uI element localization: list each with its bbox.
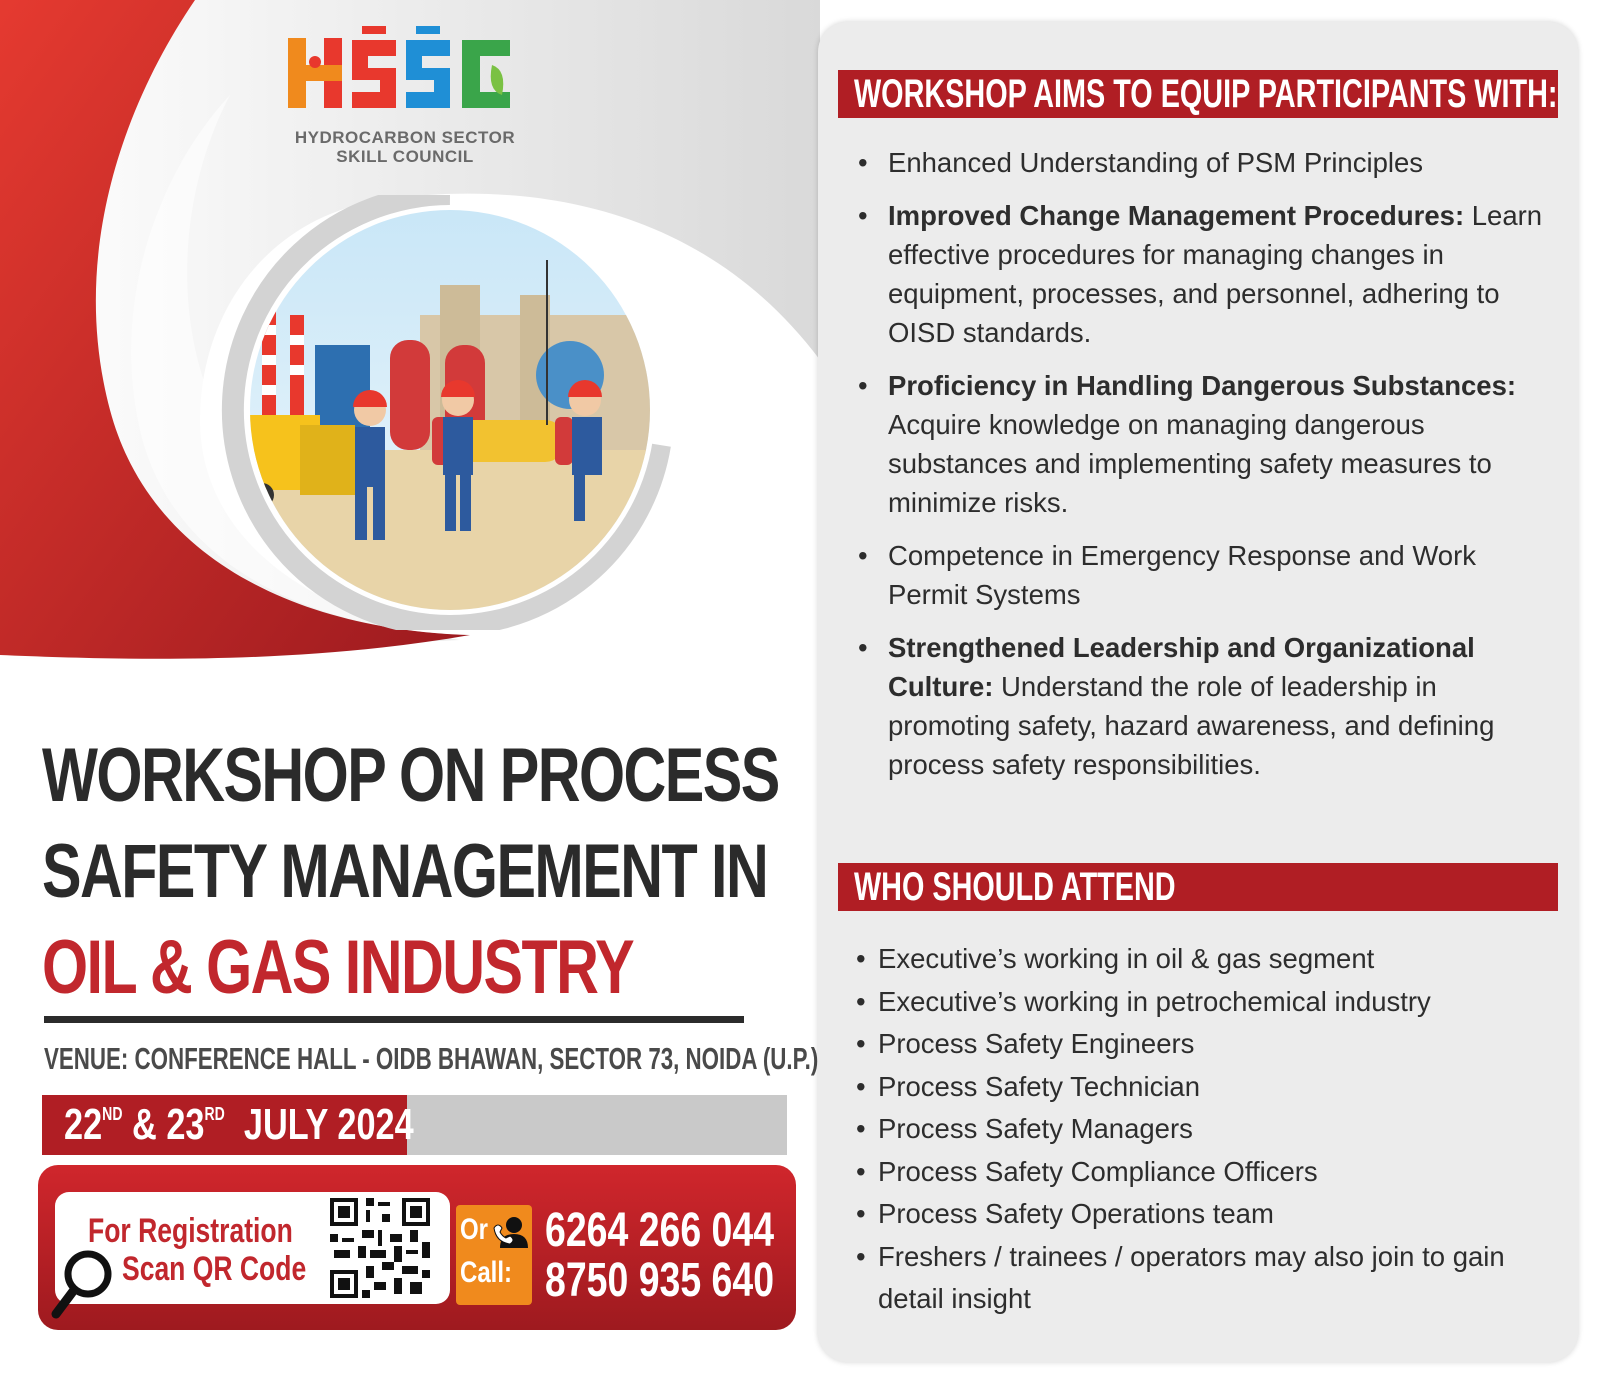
date-month-year: JULY 2024 [224,1100,414,1149]
aims-item-bold: Strengthened Leadership and Organizational Culture: [888,632,1475,702]
registration-label: For Registration [88,1212,293,1250]
aims-item [858,143,1558,182]
headline-line-3: OIL & GAS INDUSTRY [42,925,634,1010]
aims-item-text: Enhanced Understanding of PSM Principles [888,147,1424,178]
aims-item-text: Understand the role of leadership in promoting safety, hazard awareness, and defining process safety responsibilities. [888,671,1495,780]
event-date [64,1100,414,1150]
headline-line-2: SAFETY MANAGEMENT IN [42,829,768,914]
workshop-headline [42,728,802,1016]
attend-item: • Freshers / trainees / operators may also join to gain detail insight [856,1236,1556,1321]
date-day-2: 23 [166,1100,205,1149]
headline-divider [44,1016,744,1023]
date-day-1: 22 [64,1100,103,1149]
or-label: Or [460,1213,489,1246]
magnifier-icon [48,1244,120,1322]
attend-item: • Executive’s working in oil & gas segment [856,938,1556,981]
date-suffix-2: RD [204,1104,225,1124]
scan-qr-label: Scan QR Code [122,1250,307,1288]
attend-list [856,938,1556,1321]
aims-item-text: Acquire knowledge on managing dangerous substances and implementing safety measures to minimize risks. [888,409,1492,518]
date-suffix-1: ND [102,1104,123,1124]
aims-title: WORKSHOP AIMS TO EQUIP PARTICIPANTS WITH: [854,72,1558,116]
oil-refinery-workers-illustration [190,195,690,630]
aims-item [858,628,1558,784]
call-label: Call: [460,1256,513,1289]
date-ampersand: & [122,1100,167,1149]
caller-icon [492,1214,528,1248]
aims-item [858,536,1558,614]
attend-item: • Process Safety Compliance Officers [856,1151,1556,1194]
attend-item: • Process Safety Managers [856,1108,1556,1151]
aims-item [858,366,1558,522]
phone-number-2[interactable]: 8750 935 640 [545,1254,775,1307]
attend-item: • Executive’s working in petrochemical industry [856,981,1556,1024]
aims-item-bold: Improved Change Management Procedures: [888,200,1465,231]
logo-wordmark [270,128,540,166]
registration-qr-code[interactable] [330,1198,430,1298]
aims-list [858,143,1558,798]
logo-line-1: HYDROCARBON SECTOR [294,128,516,147]
logo-line-2: SKILL COUNCIL [336,147,474,166]
attend-item: • Process Safety Operations team [856,1193,1556,1236]
aims-item-text: Competence in Emergency Response and Work Permit Systems [888,540,1476,610]
attend-title: WHO SHOULD ATTEND [854,865,1176,909]
aims-item [858,196,1558,352]
venue-text: VENUE: CONFERENCE HALL - OIDB BHAWAN, SECTOR 73, NOIDA (U.P.) [44,1041,819,1076]
aims-item-bold: Proficiency in Handling Dangerous Substances: [888,370,1517,401]
attend-item: • Process Safety Technician [856,1066,1556,1109]
aims-item-text: Learn effective procedures for managing changes in equipment, processes, and personnel, adhering to OISD standards. [888,200,1543,348]
headline-line-1: WORKSHOP ON PROCESS [42,733,779,818]
phone-number-1[interactable]: 6264 266 044 [545,1204,775,1257]
attend-item: • Process Safety Engineers [856,1023,1556,1066]
